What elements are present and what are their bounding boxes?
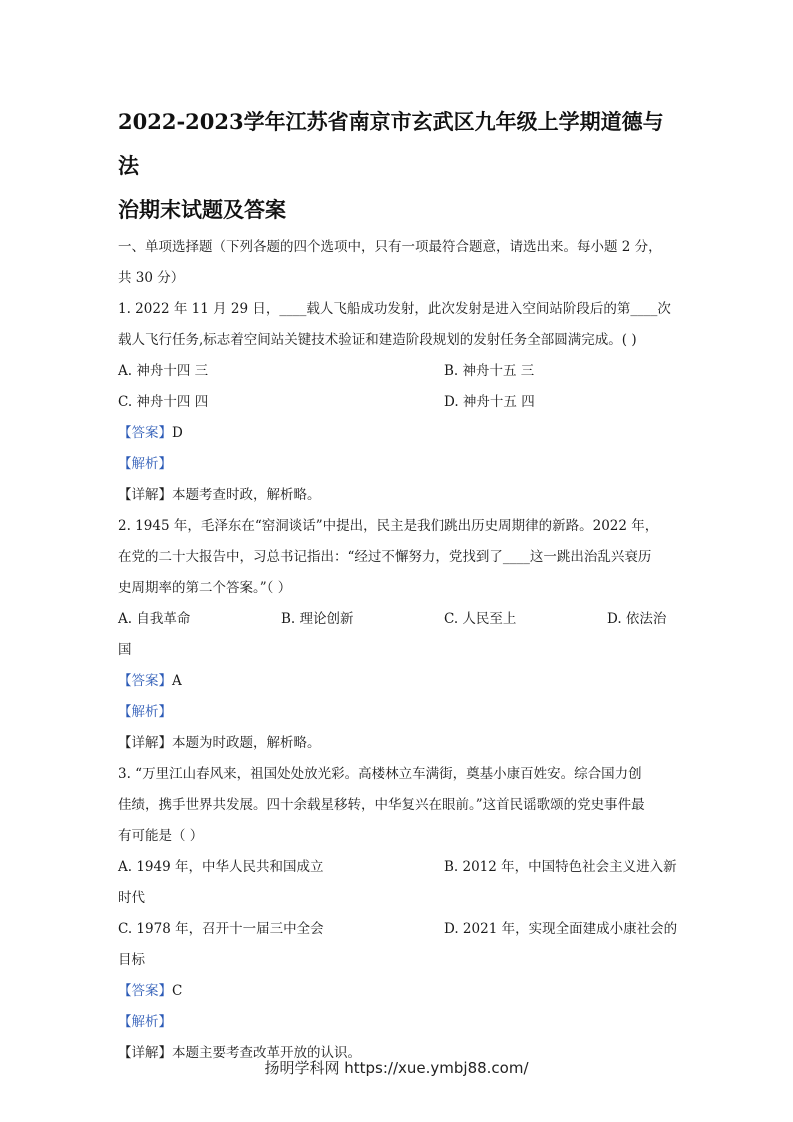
q1-options-row-2: [118, 387, 678, 418]
question-3: [118, 759, 678, 1069]
q3-stem-line-1: 3. “万里江山春风来，祖国处处放光彩。高楼林立车满街，奠基小康百姓安。综合国力创: [118, 766, 642, 782]
q2-stem-line-2: 在党的二十大报告中，习总书记指出：“经过不懈努力，党找到了____这一跳出治乱兴衰历: [118, 549, 652, 565]
document-content: [118, 100, 678, 1069]
q2-answer: [118, 666, 678, 697]
q1-answer: [118, 418, 678, 449]
q1-stem-line-2: 载人飞行任务,标志着空间站关键技术验证和建造阶段规划的发射任务全部圆满完成。( ): [118, 332, 637, 348]
answer-tag: 【答案】: [118, 673, 172, 689]
q1-analysis: [118, 449, 678, 480]
question-1: [118, 294, 678, 511]
analysis-tag: 【解析】: [118, 1014, 172, 1030]
answer-value: D: [172, 425, 183, 441]
q1-option-b: B. 神舟十五 三: [444, 363, 535, 379]
title-line-2: 治期末试题及答案: [118, 197, 286, 222]
analysis-tag: 【解析】: [118, 704, 172, 720]
q3-analysis: [118, 1007, 678, 1038]
footer-watermark: 扬明学科网 https://xue.ymbj88.com/: [264, 1059, 529, 1077]
detail-text: 本题为时政题，解析略。: [172, 735, 321, 751]
q2-option-d: D. 依法治: [607, 611, 667, 627]
q2-option-d-cont: 国: [118, 642, 132, 658]
q3-stem-line-3: 有可能是（ ）: [118, 828, 204, 844]
q3-options-row-1: [118, 852, 678, 883]
analysis-tag: 【解析】: [118, 456, 172, 472]
q2-option-c: C. 人民至上: [444, 611, 517, 627]
q3-options-row-2: [118, 914, 678, 945]
q1-stem-line-1: 1. 2022 年 11 月 29 日，____载人飞船成功发射，此次发射是进入空间站阶段后的第____次: [118, 301, 671, 317]
detail-tag: 【详解】: [118, 735, 172, 751]
q3-option-d: D. 2021 年，实现全面建成小康社会的: [444, 921, 678, 937]
q3-option-a: A. 1949 年，中华人民共和国成立: [118, 859, 324, 875]
q3-answer: [118, 976, 678, 1007]
q3-option-b-cont: 时代: [118, 890, 145, 906]
q2-option-b: B. 理论创新: [281, 611, 354, 627]
q2-detail: [118, 728, 678, 759]
q3-option-c: C. 1978 年，召开十一届三中全会: [118, 921, 324, 937]
section-heading-cont: 共 30 分）: [118, 270, 185, 286]
q1-option-d: D. 神舟十五 四: [444, 394, 535, 410]
detail-tag: 【详解】: [118, 487, 172, 503]
title-line-1: 2022-2023学年江苏省南京市玄武区九年级上学期道德与法: [118, 109, 664, 178]
answer-value: C: [172, 983, 183, 999]
q2-option-a: A. 自我革命: [118, 611, 191, 627]
page-title: [118, 100, 678, 232]
section-heading: 一、单项选择题（下列各题的四个选项中，只有一项最符合题意，请选出来。每小题 2 分，: [118, 239, 662, 255]
q2-options-row: [118, 604, 678, 635]
question-2: [118, 511, 678, 759]
q1-detail: [118, 480, 678, 511]
q3-option-b: B. 2012 年，中国特色社会主义进入新: [444, 859, 677, 875]
q2-stem-line-3: 史周期率的第二个答案。”（ ）: [118, 580, 292, 596]
detail-tag: 【详解】: [118, 1045, 172, 1061]
detail-text: 本题考查时政，解析略。: [172, 487, 321, 503]
q1-option-a: A. 神舟十四 三: [118, 363, 209, 379]
q2-analysis: [118, 697, 678, 728]
q1-options-row-1: [118, 356, 678, 387]
q2-stem-line-1: 2. 1945 年，毛泽东在“窑洞谈话”中提出，民主是我们跳出历史周期律的新路。2022 年，: [118, 518, 659, 534]
answer-value: A: [172, 673, 182, 689]
q3-option-d-cont: 目标: [118, 952, 145, 968]
q1-option-c: C. 神舟十四 四: [118, 394, 209, 410]
answer-tag: 【答案】: [118, 425, 172, 441]
q3-stem-line-2: 佳绩，携手世界共发展。四十余载星移转，中华复兴在眼前。”这首民谣歌颂的党史事件最: [118, 797, 645, 813]
answer-tag: 【答案】: [118, 983, 172, 999]
detail-text: 本题主要考查改革开放的认识。: [172, 1045, 361, 1061]
